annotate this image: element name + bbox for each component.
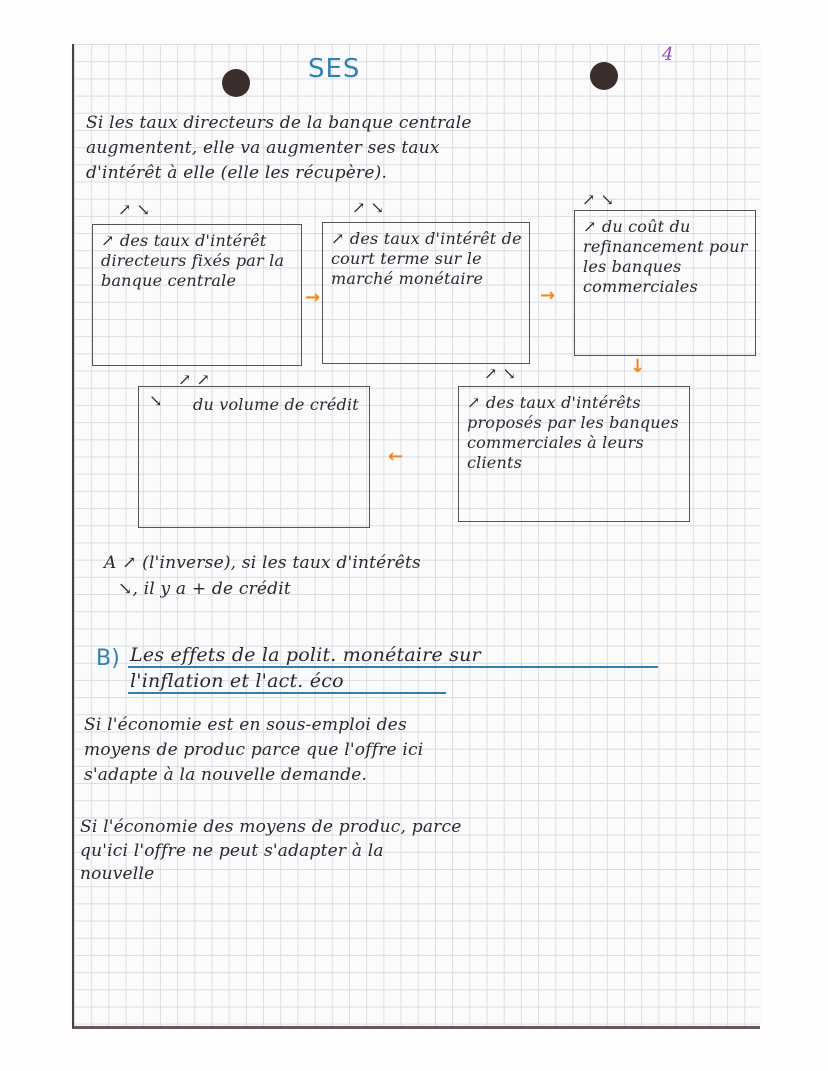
section-b-label: B) <box>96 646 121 671</box>
diagram-box-client-rates <box>458 386 690 522</box>
page-title: SES <box>308 54 361 84</box>
box1-text: ↗ des taux d'intérêt directeurs fixés par la banque centrale <box>101 231 285 290</box>
para2-line-1: Si l'économie des moyens de produc, parce <box>80 817 462 837</box>
intro-line-2: augmentent, elle va augmenter ses taux <box>86 138 440 158</box>
diagram-box-policy-rates <box>92 224 302 366</box>
section-b-title-2: l'inflation et l'act. éco <box>130 670 344 692</box>
diagram-box-short-term-rates <box>322 222 530 364</box>
section-b-underline-2 <box>128 692 446 694</box>
para2-line-3: nouvelle <box>80 864 155 884</box>
note-line-1: A ↗ (l'inverse), si les taux d'intérêts <box>104 553 421 573</box>
arrow-box1-to-box2: → <box>305 287 321 308</box>
diagram-box-credit-volume <box>138 386 370 528</box>
box3-text: ↗ du coût du refinancement pour les banques commerciales <box>583 217 748 296</box>
box4-marks: ↗ ↘ <box>484 364 516 383</box>
para1-line-1: Si l'économie est en sous-emploi des <box>84 715 407 735</box>
notebook-page <box>72 44 760 1029</box>
section-b-title-1: Les effets de la polit. monétaire sur <box>130 644 481 666</box>
binder-hole-right <box>590 62 618 90</box>
note-line-2: ↘, il y a + de crédit <box>118 579 291 599</box>
page-number: 4 <box>662 44 674 65</box>
box4-text: ↗ des taux d'intérêts proposés par les banques commerciales à leurs clients <box>467 393 679 472</box>
para1-line-2: moyens de produc parce que l'offre ici <box>84 740 424 760</box>
arrow-box2-to-box3: → <box>540 285 556 306</box>
diagram-box-refinancing-cost <box>574 210 756 356</box>
box5-text: du volume de crédit <box>193 395 359 414</box>
box2-text: ↗ des taux d'intérêt de court terme sur le marché monétaire <box>331 229 522 288</box>
binder-hole-left <box>222 69 250 97</box>
box5-down-mark: ↘ <box>149 391 163 410</box>
para1-line-3: s'adapte à la nouvelle demande. <box>84 765 368 785</box>
arrow-box4-to-box5: ← <box>388 446 404 467</box>
intro-line-3: d'intérêt à elle (elle les récupère). <box>86 163 388 183</box>
box1-marks: ↗ ↘ <box>118 200 150 219</box>
para2-line-2: qu'ici l'offre ne peut s'adapter à la <box>80 841 384 861</box>
box2-marks: ↗ ↘ <box>352 198 384 217</box>
section-b-underline-1 <box>128 666 658 668</box>
box3-marks: ↗ ↘ <box>582 190 614 209</box>
intro-line-1: Si les taux directeurs de la banque centrale <box>86 113 472 133</box>
arrow-box3-to-box4: ↓ <box>630 356 646 377</box>
box5-marks: ↗ ↗ <box>178 370 210 389</box>
